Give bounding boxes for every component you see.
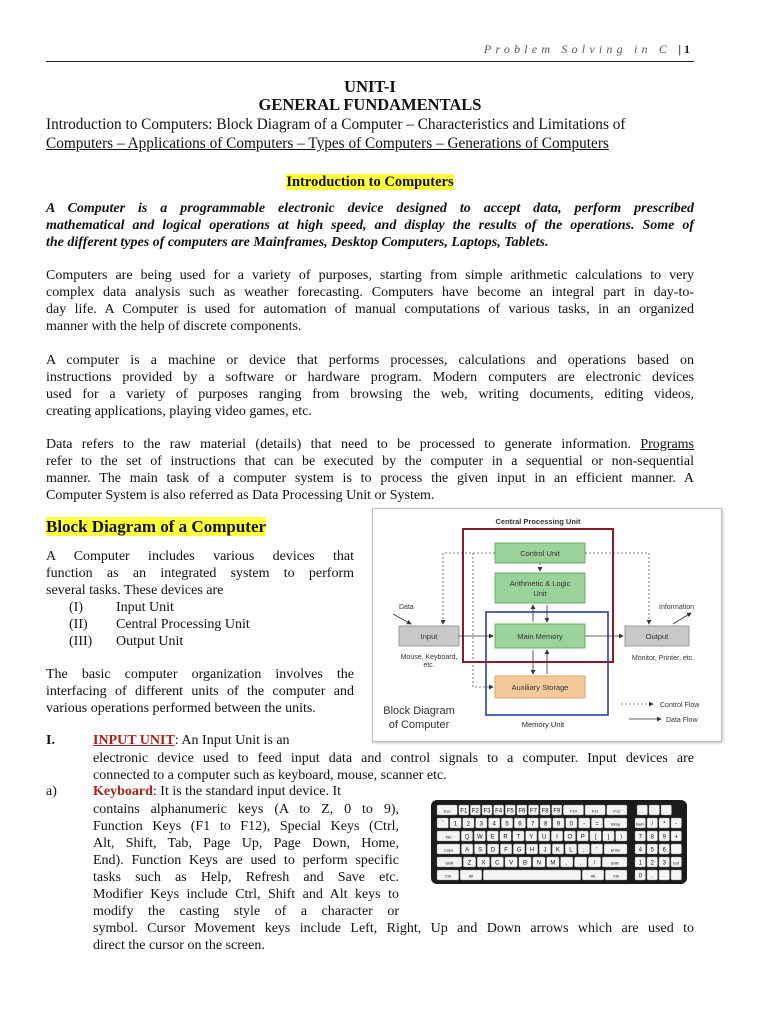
paragraph-line: used for a variety of purposes ranging from browsing the web, writing documents, editing videos, xyxy=(46,387,694,402)
keyboard-key-label: L xyxy=(569,847,573,854)
paragraph-line: tasks such as Help, Refresh and Save etc. xyxy=(93,870,399,885)
paragraph-line: various operations performed between the units. xyxy=(46,701,316,716)
keyboard-key-label: F12 xyxy=(613,808,621,814)
keyboard-key-label: 6 xyxy=(518,821,522,828)
keyboard-key-label: I xyxy=(556,834,558,841)
keyboard-key-label: R xyxy=(503,834,508,841)
numpad-key-label: 5 xyxy=(650,847,654,854)
keyboard-key-label: 0 xyxy=(569,821,574,828)
keyboard-key-label: 8 xyxy=(543,821,548,828)
organization-paragraph xyxy=(46,666,354,717)
keyboard-key-label: Enter xyxy=(610,847,621,853)
aux-storage-label: Auxiliary Storage xyxy=(511,683,569,692)
definition-paragraph xyxy=(46,200,694,251)
paragraph-data xyxy=(46,436,694,504)
numpad-key xyxy=(671,844,682,854)
keyboard-key-label: F xyxy=(504,847,508,854)
cpu-label: Central Processing Unit xyxy=(495,517,581,526)
data-label: Data xyxy=(399,604,414,611)
keyboard-key-label: F7 xyxy=(529,808,538,815)
keyboard-key-label: Alt xyxy=(468,873,474,879)
keyboard-key-label: F3 xyxy=(483,808,491,815)
keyboard-key-label: F11 xyxy=(591,808,599,814)
definition-line: mathematical and logical operations at high speed, and display the results of the operations. Some of xyxy=(46,218,694,233)
keyboard-key-label: E xyxy=(490,834,495,841)
alu-label-line1: Arithmetic & Logic xyxy=(509,579,571,588)
paragraph-uses xyxy=(46,267,694,335)
keyboard-key-label: Esc xyxy=(443,808,451,814)
input-unit-number: I. xyxy=(46,733,55,748)
keyboard-key-label: O xyxy=(567,834,573,841)
keyboard-svg xyxy=(430,799,688,885)
block-diagram-svg xyxy=(373,509,721,741)
numpad-key-label: Num xyxy=(636,821,645,827)
keyboard-key-label: D xyxy=(490,847,496,854)
numpad-key xyxy=(671,870,682,880)
diagram-caption-line2: of Computer xyxy=(388,719,450,731)
keyboard-key-label: 1 xyxy=(453,821,458,828)
nav-key xyxy=(637,805,648,815)
paragraph-line: several tasks. These devices are xyxy=(46,583,224,598)
input-unit-rest: : An Input Unit is an xyxy=(174,733,290,748)
input-devices-line2: etc. xyxy=(423,662,435,669)
keyboard-key-label: Shift xyxy=(445,860,454,866)
diagram-caption-line1: Block Diagram xyxy=(383,705,455,717)
paragraph-line: End). Function Keys are used to perform specific xyxy=(93,853,399,868)
keyboard-key-label: Q xyxy=(464,834,470,841)
keyboard-key-label: F6 xyxy=(518,808,526,815)
book-title: Problem Solving in C xyxy=(483,42,672,56)
device-item xyxy=(69,633,183,650)
paragraph-line: symbol. Cursor Movement keys include Left, Right, Up and Down arrows which are used to xyxy=(93,921,694,936)
keyboard-key-label: Shift xyxy=(610,860,619,866)
paragraph-line: connected to a computer such as keyboard, mouse, scanner etc. xyxy=(93,768,447,783)
keyboard-key-label: - xyxy=(583,821,586,828)
keyboard-key-label: A xyxy=(465,847,470,854)
keyboard-key-label: ` xyxy=(441,821,444,828)
keyboard-key-label: V xyxy=(509,860,514,867)
device-item xyxy=(69,599,174,616)
keyboard-key-label: F1 xyxy=(460,808,468,815)
legend-control-flow: Control Flow xyxy=(660,702,700,709)
numpad-key-label: 1 xyxy=(638,860,642,867)
keyboard-key-label: \ xyxy=(620,834,623,841)
input-label: Input xyxy=(420,632,438,641)
paragraph-line: Computers are being used for a variety of purposes, starting from simple arithmetic calculations to very xyxy=(46,268,694,283)
keyboard-key-label: / xyxy=(593,860,596,867)
numpad-key-label: . xyxy=(651,873,654,880)
keyboard-rest: : It is the standard input device. It xyxy=(152,784,342,799)
paragraph-line: Modifier Keys include Ctrl, Shift and Alt keys to xyxy=(93,887,399,902)
keyboard-key-label: 9 xyxy=(556,821,561,828)
numpad-key-label: 0 xyxy=(638,873,642,880)
keyboard-key-label: Ctrl xyxy=(613,873,620,879)
output-devices: Monitor, Printer, etc. xyxy=(631,655,695,662)
paragraph-line: function as an integrated system to perform xyxy=(46,566,354,581)
input-unit-first-line xyxy=(93,733,290,749)
keyboard-key-label: F10 xyxy=(569,808,577,814)
input-unit-paragraph xyxy=(93,750,694,784)
keyboard-key-label: P xyxy=(580,834,585,841)
keyboard-key-label: Ctrl xyxy=(444,873,451,879)
keyboard-key-label: J xyxy=(543,847,547,854)
paragraph-line: modify the casting style of a character or xyxy=(93,904,399,919)
paragraph-line: Data refers to the raw material (details) that need to be processed to generate information. Programs xyxy=(46,437,695,452)
keyboard-key-label: G xyxy=(516,847,522,854)
numpad-key-label: 9 xyxy=(662,834,666,841)
keyboard-key-label: ] xyxy=(607,834,610,841)
page-number: | 1 xyxy=(678,42,690,56)
paragraph-line: direct the cursor on the screen. xyxy=(93,938,265,953)
keyboard-key-label: 2 xyxy=(466,821,471,828)
paragraph-line: day life. A Computer is used for automation of manual computations of various tasks, in an organized xyxy=(46,302,694,317)
keyboard-key-label: 5 xyxy=(505,821,509,828)
keyboard-key-label: T xyxy=(516,834,521,841)
running-header xyxy=(484,42,690,57)
alu-label-line2: Unit xyxy=(533,589,547,598)
paragraph-line: interfacing of different units of the computer and xyxy=(46,684,354,699)
keyboard-paragraph-full xyxy=(93,920,694,954)
paragraph-line: The basic computer organization involves the xyxy=(46,667,354,682)
keyboard-key-label: F4 xyxy=(495,808,503,815)
input-devices-line1: Mouse, Keyboard, xyxy=(400,654,458,661)
keyboard-key-label: W xyxy=(476,834,483,841)
paragraph-line: complex data analysis such as weather forecasting. Computers have become an integral part in day-to- xyxy=(46,285,694,300)
keyboard-key-label: ; xyxy=(583,847,585,854)
topics-line-1: Introduction to Computers: Block Diagram of a Computer – Characteristics and Limitations of xyxy=(46,116,626,133)
definition-line: A Computer is a programmable electronic device designed to accept data, perform prescribed xyxy=(46,201,694,216)
keyboard-key-label: M xyxy=(550,860,556,867)
control-unit-label: Control Unit xyxy=(520,549,560,558)
nav-key xyxy=(649,805,660,815)
paragraph-line: Function Keys (F1 to F12), Special Keys (Ctrl, xyxy=(93,819,399,834)
keyboard-key-label: = xyxy=(595,821,599,828)
numpad-key-label: + xyxy=(674,834,679,841)
keyboard-key-label: , xyxy=(565,860,568,867)
paragraph-line: instructions provided by a software or hardware program. Modern computers are electronic devices xyxy=(46,370,694,385)
intro-heading-text: Introduction to Computers xyxy=(286,174,454,190)
keyboard-key-label: F2 xyxy=(471,808,479,815)
numpad-key-label: 2 xyxy=(650,860,654,867)
paragraph-line: Computer System is also referred as Data Processing Unit or System. xyxy=(46,488,435,503)
keyboard-key-label: B xyxy=(523,860,528,867)
topics-line-2: Computers – Applications of Computers – Types of Computers – Generations of Computers xyxy=(46,135,609,152)
keyboard-letter: a) xyxy=(46,784,57,799)
paragraph-line: manner. The main task of a computer system is to process the given input in an efficient manner. A xyxy=(46,471,694,486)
keyboard-key-label: 7 xyxy=(531,821,535,828)
device-item xyxy=(69,616,250,633)
device-label: Central Processing Unit xyxy=(116,617,250,632)
keyboard-key-label: Bksp xyxy=(611,821,621,827)
paragraph-line: contains alphanumeric keys (A to Z, 0 to 9), xyxy=(93,802,399,817)
keyboard-key-label: F5 xyxy=(506,808,514,815)
keyboard-paragraph xyxy=(93,801,399,920)
output-label: Output xyxy=(645,632,669,641)
paragraph-line: creating applications, playing video games, etc. xyxy=(46,404,312,419)
paragraph-line: refer to the set of instructions that can be executed by the computer in a sequential or non-sequential xyxy=(46,454,694,469)
keyboard-key-label: ' xyxy=(596,847,598,854)
paragraph-line: A Computer includes various devices that xyxy=(46,549,354,564)
paragraph-machine xyxy=(46,352,694,420)
keyboard-key xyxy=(483,870,580,880)
numpad-key xyxy=(659,870,670,880)
paragraph-line: electronic device used to feed input data and control signals to a computer. Input devices are xyxy=(93,751,694,766)
numpad-key-label: Ent xyxy=(673,860,680,866)
numpad-key-label: 8 xyxy=(650,834,654,841)
numpad-key-label: 6 xyxy=(662,847,666,854)
numpad-key-label: 4 xyxy=(638,847,642,854)
devices-paragraph xyxy=(46,548,354,599)
information-label: Information xyxy=(659,604,695,611)
intro-heading xyxy=(0,174,740,191)
device-label: Output Unit xyxy=(116,634,184,649)
alu-box xyxy=(495,573,585,603)
keyboard-title: Keyboard xyxy=(93,784,153,799)
keyboard-image xyxy=(430,799,688,885)
keyboard-key-label: U xyxy=(541,834,547,841)
keyboard-key-label: Alt xyxy=(590,873,596,879)
keyboard-key-label: 3 xyxy=(479,821,483,828)
unit-title: UNIT-I xyxy=(344,77,396,96)
keyboard-key-label: [ xyxy=(594,834,597,841)
numpad-key-label: 7 xyxy=(638,834,642,841)
device-num: (I) xyxy=(69,600,83,615)
numpad-key-label: * xyxy=(663,821,666,828)
device-label: Input Unit xyxy=(116,600,174,615)
main-memory-label: Main Memory xyxy=(517,632,563,641)
numpad-key-label: - xyxy=(675,821,678,828)
device-num: (III) xyxy=(69,634,93,649)
numpad-key-label: / xyxy=(651,821,654,828)
numpad-key-label: 3 xyxy=(662,860,666,867)
block-diagram-heading xyxy=(46,517,266,537)
keyboard-key-label: Caps xyxy=(443,847,454,853)
keyboard-key-label: . xyxy=(579,860,582,867)
keyboard-key-label: H xyxy=(529,847,535,854)
keyboard-key-label: C xyxy=(495,860,500,867)
nav-key xyxy=(661,805,672,815)
unit-subtitle: GENERAL FUNDAMENTALS xyxy=(258,95,482,114)
keyboard-key-label: S xyxy=(478,847,483,854)
block-diagram-figure xyxy=(372,508,722,742)
keyboard-key-label: N xyxy=(536,860,542,867)
legend-data-flow: Data Flow xyxy=(666,717,698,724)
block-diagram-heading-text: Block Diagram of a Computer xyxy=(46,517,267,536)
keyboard-first-line xyxy=(93,784,341,800)
input-unit-title: INPUT UNIT xyxy=(93,733,175,748)
keyboard-key-label: Z xyxy=(467,860,472,867)
header-rule xyxy=(46,61,694,62)
keyboard-key-label: F8 xyxy=(541,808,549,815)
keyboard-key-label: X xyxy=(481,860,486,867)
keyboard-key-label: Tab xyxy=(445,834,452,840)
keyboard-key-label: K xyxy=(555,847,560,854)
keyboard-key-label: Y xyxy=(529,834,534,841)
paragraph-line: A computer is a machine or device that performs processes, calculations and operations based on xyxy=(46,353,694,368)
keyboard-key-label: F9 xyxy=(553,808,561,815)
paragraph-line: manner with the help of discrete components. xyxy=(46,319,302,334)
keyboard-key-label: 4 xyxy=(492,821,496,828)
device-num: (II) xyxy=(69,617,88,632)
memory-unit-label: Memory Unit xyxy=(521,720,565,729)
definition-line: the different types of computers are Mainframes, Desktop Computers, Laptops, Tablets. xyxy=(46,235,549,250)
programs-link[interactable]: Programs xyxy=(640,437,695,452)
paragraph-line: Alt, Shift, Tab, Page Up, Page Down, Home, xyxy=(93,836,399,851)
